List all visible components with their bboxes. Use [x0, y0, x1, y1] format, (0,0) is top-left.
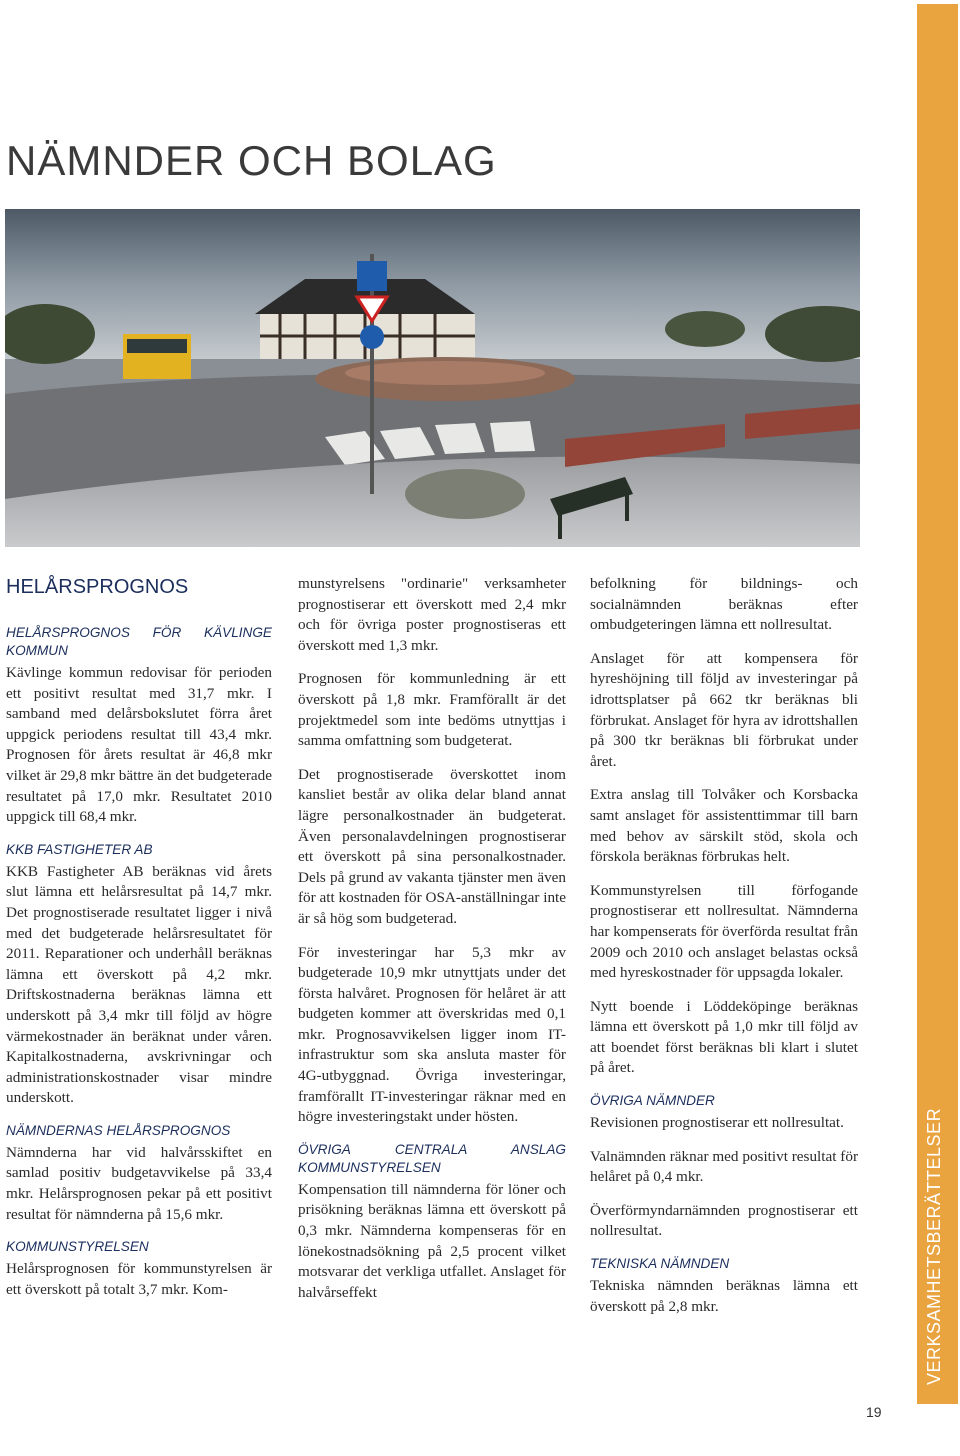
heading-namndernas-helarsprognos: NÄMNDERNAS HELÅRSPROGNOS	[6, 1122, 231, 1138]
paragraph: Nämnderna har vid halvårsskiftet en samlad positiv budgetavvikelse på 33,4 mkr. Helårsprognosen pekar på ett positivt resultat för nämnderna på 15,6 mkr.	[6, 1143, 272, 1223]
column-1	[6, 574, 272, 1313]
heading-ovriga-namnder: ÖVRIGA NÄMNDER	[590, 1093, 715, 1109]
paragraph: befolkning för bildnings- och socialnämnden beräknas efter ombudgeteringen lämna ett nollresultat.	[590, 575, 858, 634]
paragraph: Kommunstyrelsen till förfogande prognostiserar ett nollresultat. Nämnderna har kompenserats för överförda resultat från 2009 och 2010 och anslaget belastas också med hyreskostnader för uppsagda lokaler.	[590, 881, 858, 982]
page-title: NÄMNDER OCH BOLAG	[6, 137, 497, 184]
paragraph: Valnämnden räknar med positivt resultat för helåret på 0,4 mkr.	[590, 1147, 858, 1186]
paragraph: Kävlinge kommun redovisar för perioden ett positivt resultat med 31,7 mkr. I samband med delårsbokslutet förra året uppgick periodens resultat till 43,4 mkr. Prognosen för årets resultat är 46,8 mkr vilket är 29,8 mkr bättre än det budgeterade resultatet på 17,0 mkr. Resultatet 2010 uppgick till 68,4 mkr.	[6, 664, 272, 826]
paragraph: För investeringar har 5,3 mkr av budgeterade 10,9 mkr utnyttjats under det första halvåret. Prognosen för helåret är att budgeten kommer att överskridas med 0,1 mkr. Prognosavvikelsen ligger inom IT-infrastruktur som ska ansluta master för 4G-utbyggnad. Övriga investeringar, framförallt IT-investeringar räknar med en högre investeringstakt under hösten.	[298, 943, 566, 1126]
heading-kommunstyrelsen: KOMMUNSTYRELSEN	[6, 1239, 149, 1255]
paragraph: munstyrelsens "ordinarie" verksamheter prognostiserar ett överskott med 2,4 mkr och för övriga poster prognostiseras ett överskott med 1,3 mkr.	[298, 575, 566, 654]
heading-ovriga-centrala-anslag: ÖVRIGA CENTRALA ANSLAG KOMMUNSTYRELSEN	[298, 1141, 566, 1175]
paragraph: Nytt boende i Löddeköpinge beräknas lämna ett överskott på 1,0 mkr till följd av att boendet först beräknas bli klart i slutet på året.	[590, 997, 858, 1077]
column-2	[298, 574, 566, 1316]
page-number: 19	[866, 1404, 882, 1420]
paragraph: Extra anslag till Tolvåker och Korsbacka samt anslaget för assistenttimmar till barn med behov av särskilt stöd, skola och förskola beräknas förbrukas helt.	[590, 786, 858, 866]
section-title: HELÅRSPROGNOS	[6, 576, 189, 598]
paragraph: Tekniska nämnden beräknas lämna ett överskott på 2,8 mkr.	[590, 1277, 858, 1315]
paragraph: Revisionen prognostiserar ett nollresultat.	[590, 1114, 844, 1132]
heading-kkb-fastigheter: KKB FASTIGHETER AB	[6, 841, 153, 857]
side-tab-label: VERKSAMHETSBERÄTTELSER	[924, 1107, 944, 1385]
paragraph: Det prognostiserade överskottet inom kansliet består av olika delar bland annat lägre personalkostnader än budgeterat. Även personalavdelningen prognostiserar ett överskott på sina personalkostnader. Dels på grund av vakanta tjänster men även för att kostnaden för OSA-anställningar inte är så hög som budgeterad.	[298, 765, 566, 927]
column-3	[590, 574, 858, 1330]
heading-helarsprognos-kommun: HELÅRSPROGNOS FÖR KÄVLINGE KOMMUN	[6, 625, 272, 658]
paragraph: Kompensation till nämnderna för löner och prisökning beräknas lämna ett överskott på 0,3 mkr. Nämnderna kompenseras för en lönekostnadsökning på 2,5 procent vilket motsvarar det verkliga utfallet. Anslaget för halvårseffekt	[298, 1180, 566, 1301]
paragraph: Prognosen för kommunledning är ett överskott på 1,8 mkr. Framförallt är det projektmedel som inte bedöms utnyttjas i samma omfattning som budgeterat.	[298, 670, 566, 750]
roundabout-photo	[5, 209, 860, 547]
paragraph: KKB Fastigheter AB beräknas vid årets slut lämna ett helårsresultat på 14,7 mkr. Det prognostiserade resultatet ligger i nivå med det budgeterade helårsresultatet för 2011. Reparationer och underhåll beräknas lämna ett överskott på 4,2 mkr. Driftskostnaderna beräknas lämna ett underskott på 3,4 mkr till följd av högre värmekostnader än beräknat under våren. Kapitalkostnaderna, avskrivningar och administrationskostnader visar mindre underskott.	[6, 862, 272, 1107]
heading-tekniska-namnden: TEKNISKA NÄMNDEN	[590, 1256, 730, 1272]
paragraph: Anslaget för att kompensera för hyreshöjning till följd av investeringar på idrottsplatser på 662 tkr beräknas bli förbrukat. Anslaget för hyra av idrottshallen på 300 tkr beräknas bli förbrukat under året.	[590, 649, 858, 770]
paragraph: Överförmyndarnämnden prognostiserar ett nollresultat.	[590, 1201, 858, 1240]
paragraph: Helårsprognosen för kommunstyrelsen är ett överskott på totalt 3,7 mkr. Kom-	[6, 1260, 272, 1298]
